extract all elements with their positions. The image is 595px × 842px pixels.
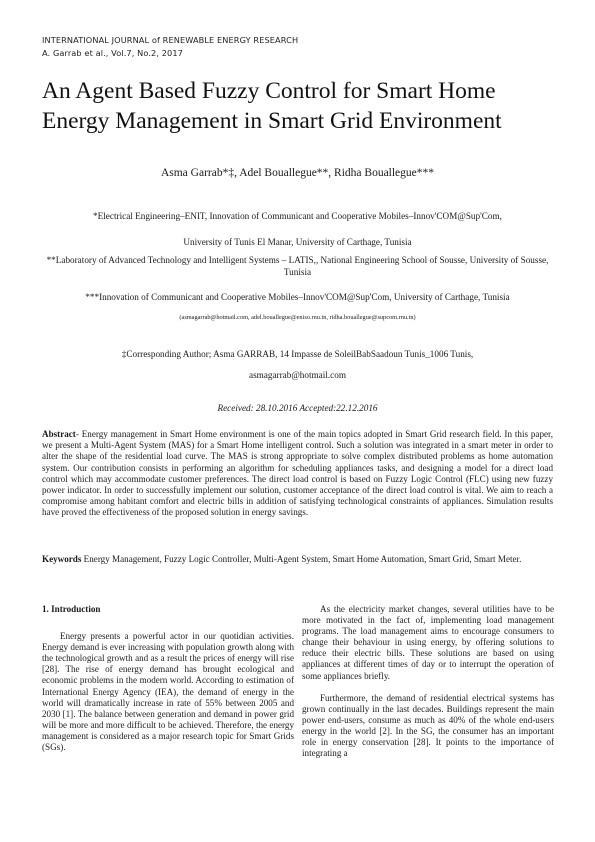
abstract-label: Abstract <box>42 429 76 439</box>
affiliation-1 <box>42 211 553 248</box>
corresponding-email: asmagarrab@hotmail.com <box>249 369 346 380</box>
abstract-text: - Energy management in Smart Home environment is one of the main topics adopted in Smart Grid research field. In this paper, we present a Multi-Agent System (MAS) for a Smart Home intelligent control. Such a solution was integrated in a smart meter in order to alter the shape of the residential load curve. The MAS is strong appropriate to solve complex distributed problems as home automation system. Our contribution consists in performing an algorithm for scheduling appliances tasks, and designing a model for a direct load control which may accommodate customer preferences. The direct load control is based on Fuzzy Logic Control (FLC) using new fuzzy power indicator. In order to successfully implement our solution, customer acceptance of the direct load control is vital. We aim to reach a compromise among habitant comfort and electric bills in addition of satisfying technological constraints of appliances. Simulation results have proved the effectiveness of the proposed solution in energy savings. <box>42 429 553 518</box>
keywords-text: Energy Management, Fuzzy Logic Controller, Multi-Agent System, Smart Home Automation, Smart Grid, Smart Meter. <box>81 554 522 564</box>
keywords-label: Keywords <box>42 554 82 564</box>
author-emails: (asmagarrab@hotmail.com, adel.bouallegue@eniso.rnu.tn, ridha.bouallegue@supcom.rnu.tn) <box>179 314 416 321</box>
running-header <box>42 34 298 59</box>
affiliation-1-line-1: *Electrical Engineering–ENIT, Innovation of Communicant and Cooperative Mobiles–Innov'COM@Sup'Com, <box>93 211 502 221</box>
intro-paragraph-3: Furthermore, the demand of residential electrical systems has grown continually in the last decades. Buildings represent the main power end-users, consume as much as 40% of the whole end-users energy in the world [2]. In the SG, the consumer has an important role in energy conservation [28]. It points to the importance of integrating a <box>302 692 554 759</box>
intro-paragraph-2: As the electricity market changes, several utilities have to be more motivated in the fact of, implementing load management programs. The load management aims to encourage consumers to change their behaviour in using energy, by offering solutions to reduce their electric bills. These solutions are based on using appliances at different times of day or to interrupt the operation of some appliances briefly. <box>302 604 554 681</box>
corresponding-author <box>42 349 553 381</box>
received-accepted-dates: Received: 28.10.2016 Accepted:22.12.2016 <box>217 403 378 413</box>
author-list: Asma Garrab*‡, Adel Bouallegue**, Ridha Bouallegue*** <box>160 167 435 179</box>
citation: A. Garrab et al., Vol.7, No.2, 2017 <box>42 47 183 58</box>
title-line-1: An Agent Based Fuzzy Control for Smart Home <box>42 78 496 104</box>
affiliation-1-line-2: University of Tunis El Manar, University of Carthage, Tunisia <box>183 236 412 247</box>
intro-paragraph-1: Energy presents a powerful actor in our quotidian activities. Energy demand is ever increasing with population growth along with the technological growth and as a result the prices of energy will rise [28]. The rise of energy demand has brought ecological and economic problems in the modern world. According to estimation of International Energy Agency (IEA), the demand of energy in the world will dramatically increase in rate of 55% between 2005 and 2030 [1]. The balance between generation and demand in power grid will be more and more difficult to be achieved. Therefore, the energy management is considered as a major research topic for Smart Grids (SGs). <box>42 631 294 753</box>
corresponding-line-1: ‡Corresponding Author; Asma GARRAB, 14 Impasse de SoleilBabSaadoun Tunis_1006 Tunis, <box>121 349 474 359</box>
journal-name: INTERNATIONAL JOURNAL of RENEWABLE ENERGY RESEARCH <box>42 35 299 45</box>
section-heading-introduction: 1. Introduction <box>42 604 101 614</box>
paper-title <box>42 76 562 136</box>
right-column <box>302 604 554 770</box>
affiliation-3: ***Innovation of Communicant and Cooperative Mobiles–Innov'COM@Sup'Com, University of Carthage, Tunisia <box>85 292 510 302</box>
affiliation-2: **Laboratory of Advanced Technology and Intelligent Systems – LATIS,, National Engineering School of Sousse, University of Sousse, Tunisia <box>46 255 549 277</box>
keywords <box>42 554 553 565</box>
title-line-2: Energy Management in Smart Grid Environment <box>42 108 502 134</box>
left-column <box>42 604 294 764</box>
abstract <box>42 429 553 519</box>
